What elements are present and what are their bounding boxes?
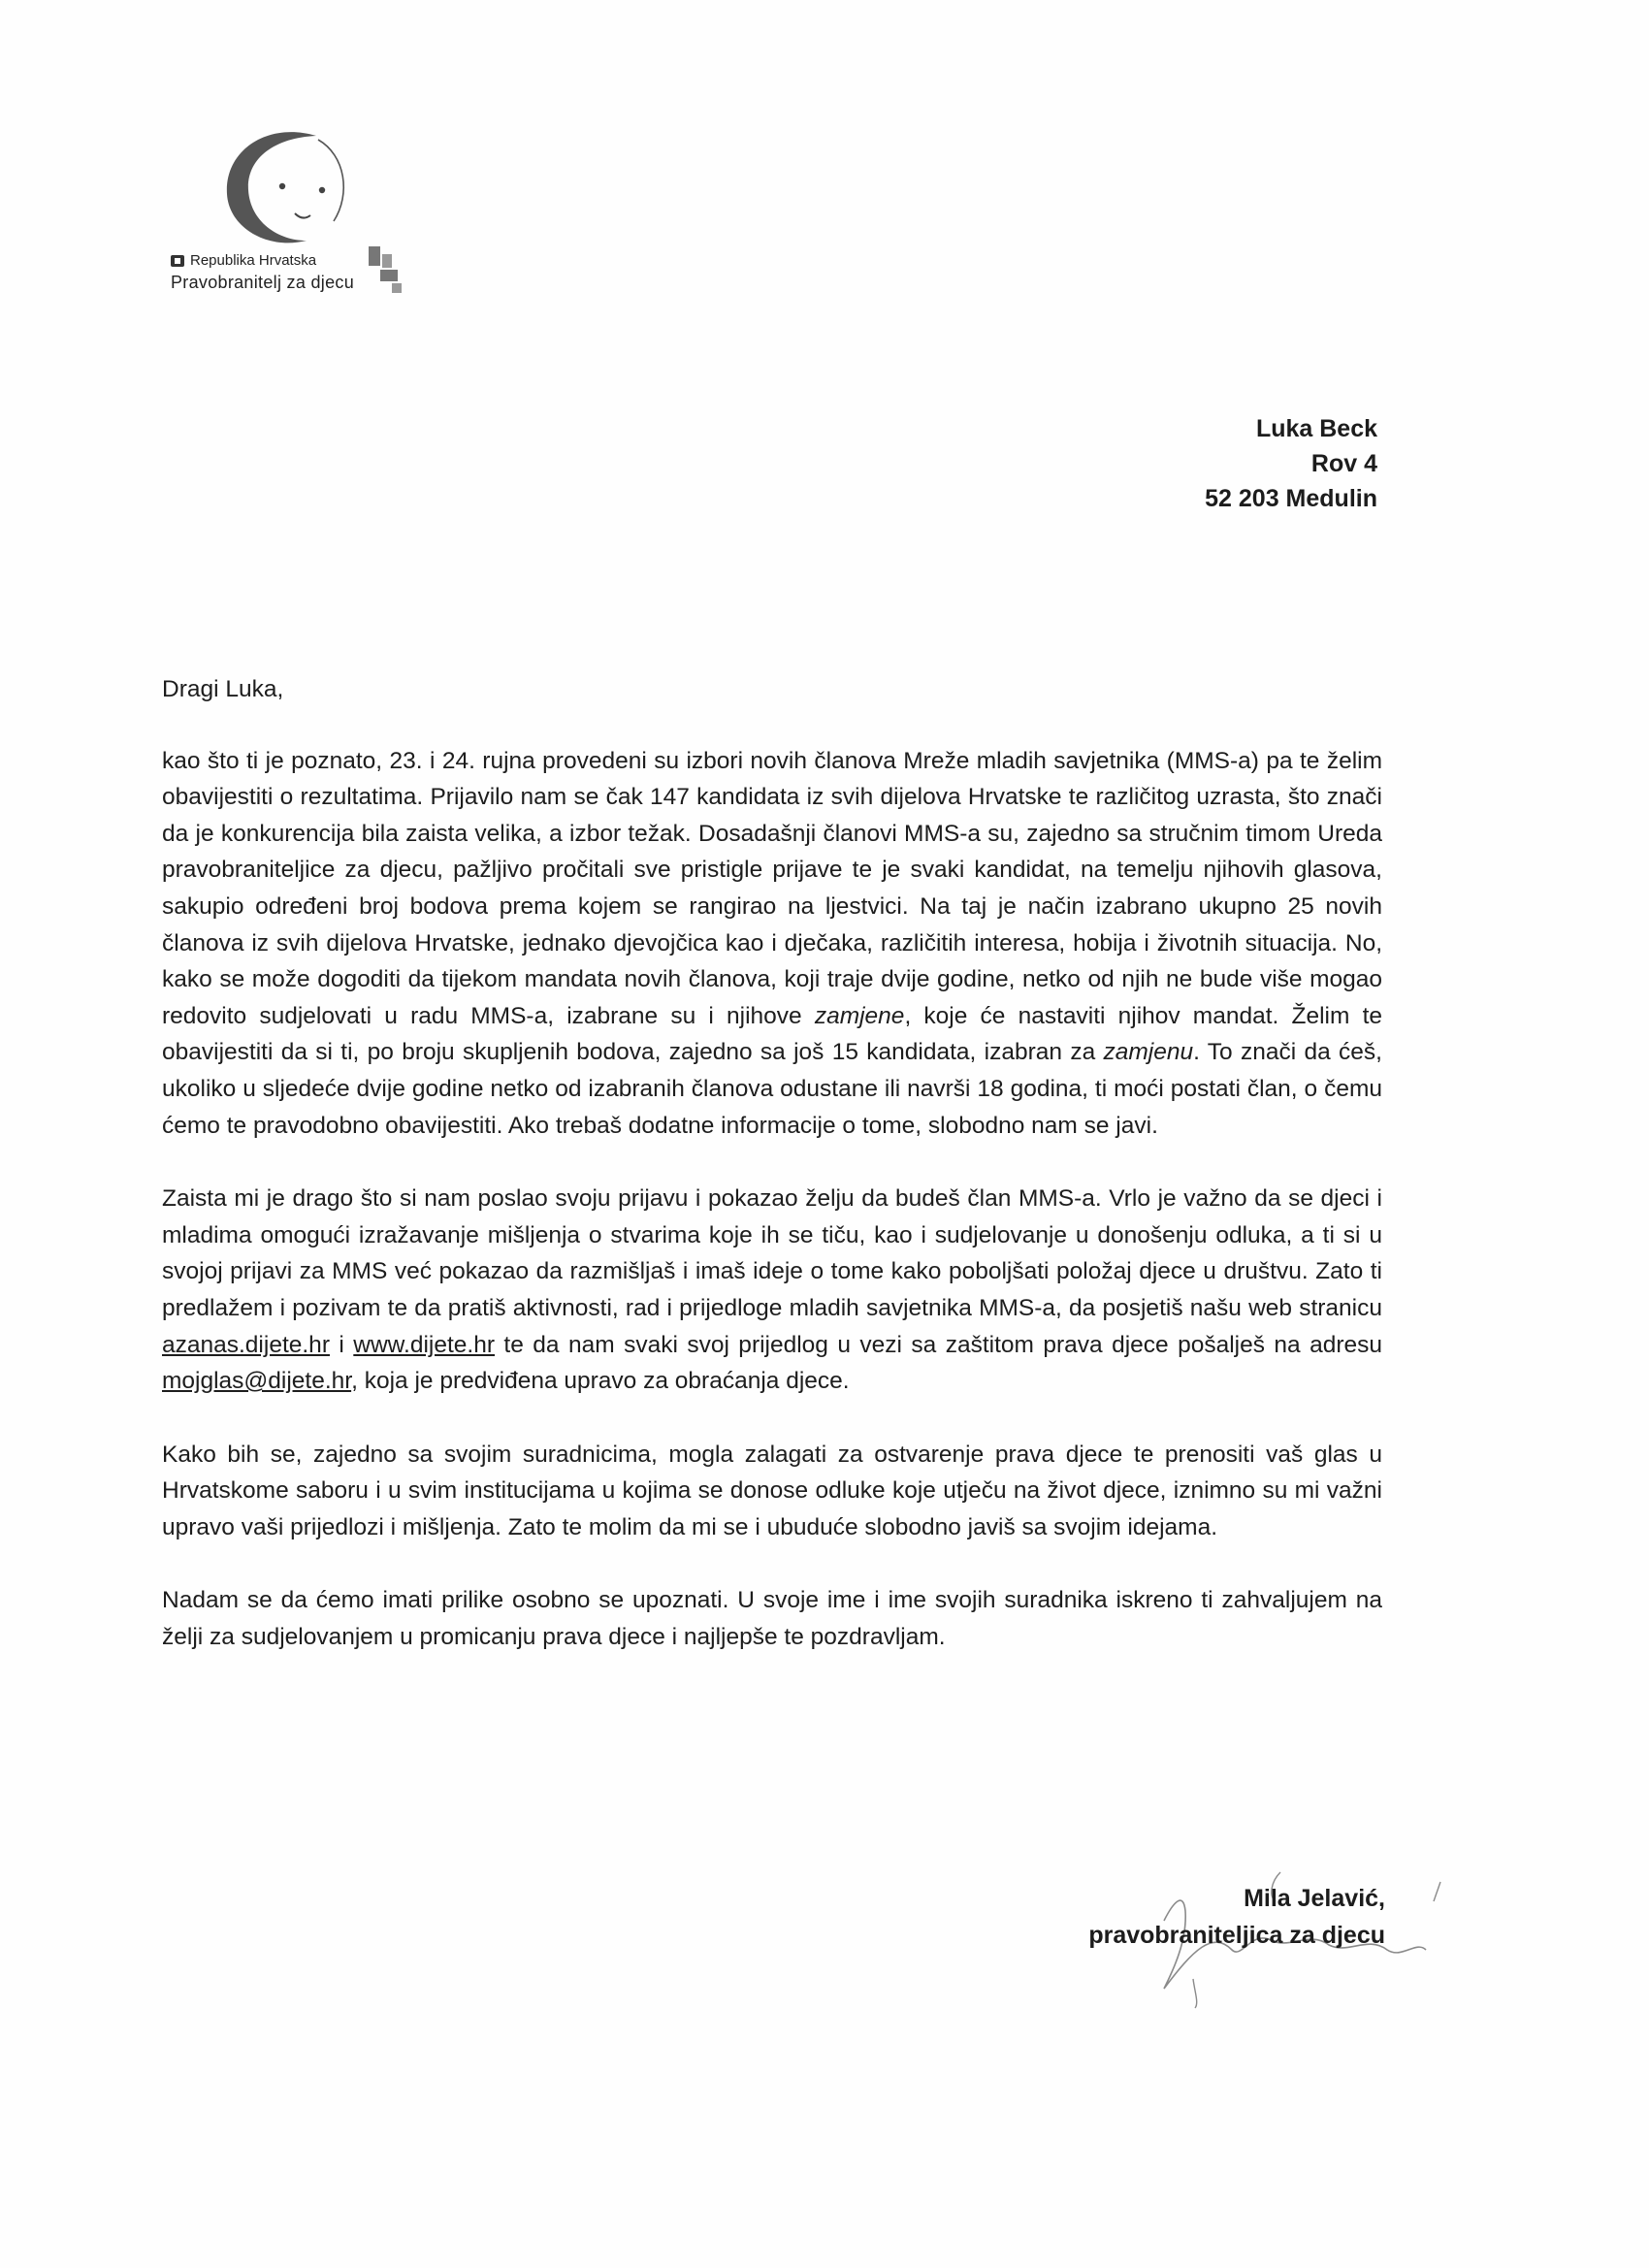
paragraph-1-part-a: kao što ti je poznato, 23. i 24. rujna provedeni su izbori novih članova Mreže mladih savjetnika (MMS-a) pa te želim obavijestiti o rezultatima. Prijavilo nam se čak 147 kandidata iz svih dijelova Hrvatske te različitog uzrasta, što znači da je konkurencija bila zaista velika, a izbor težak. Dosadašnji članovi MMS-a su, zajedno sa stručnim timom Ureda pravobraniteljice za djecu, pažljivo pročitali sve pristigle prijave te je svaki kandidat, na temelju njihovih glasova, sakupio određeni broj bodova prema kojem se rangirao na ljestvici. Na taj je način izabrano ukupno 25 novih članova iz svih dijelova Hrvatske, jednako djevojčica kao i dječaka, različitih interesa, hobija i životnih situacija. No, kako se može dogoditi da tijekom mandata novih članova, koji traje dvije godine, netko od njih ne bude više mogao redovito sudjelovati u radu MMS-a, izabrane su i njihove bbox=[162, 747, 1382, 1029]
signature-block bbox=[1088, 1880, 1385, 1954]
paragraph-4: Nadam se da ćemo imati prilike osobno se upoznati. U svoje ime i ime svojih suradnika iskreno ti zahvaljujem na želji za sudjelovanjem u promicanju prava djece i najljepše te pozdravljam. bbox=[162, 1587, 1382, 1651]
paragraph-1-part-c: . To znači da ćeš, ukoliko u sljedeće dvije godine netko od izabranih članova odustane ili navrši 18 godina, ti moći postati član, o čemu ćemo te pravodobno obavijestiti. Ako trebaš dodatne informacije o tome, slobodno nam se javi. bbox=[162, 1039, 1382, 1139]
logo-text bbox=[171, 250, 423, 293]
recipient-city: 52 203 Medulin bbox=[1205, 485, 1377, 512]
paragraph-1-emphasis-zamjenu: zamjenu bbox=[1103, 1039, 1194, 1066]
link-azanas[interactable]: azanas.dijete.hr bbox=[162, 1331, 330, 1358]
paragraph-1-emphasis-zamjene: zamjene bbox=[814, 1002, 905, 1029]
paragraph-2-part-c: te da nam svaki svoj prijedlog u vezi sa zaštitom prava djece pošalješ na adresu bbox=[495, 1331, 1382, 1358]
recipient-name: Luka Beck bbox=[1255, 415, 1377, 442]
greeting: Dragi Luka, bbox=[162, 676, 284, 702]
recipient-street: Rov 4 bbox=[1310, 450, 1377, 477]
signature-name: Mila Jelavić, bbox=[1244, 1885, 1385, 1912]
paragraph-2-part-d: , koja je predviđena upravo za obraćanja djece. bbox=[351, 1368, 850, 1395]
paragraph-2 bbox=[162, 1181, 1382, 1400]
letterhead-logo bbox=[171, 126, 423, 301]
link-dijete[interactable]: www.dijete.hr bbox=[353, 1331, 495, 1358]
letter-body bbox=[162, 671, 1382, 1693]
signature-title: pravobraniteljica za djecu bbox=[1088, 1922, 1385, 1949]
paragraph-2-part-a: Zaista mi je drago što si nam poslao svoju prijavu i pokazao želju da budeš član MMS-a. Vrlo je važno da se djeci i mladima omogući izražavanje mišljenja o stvarima koje ih se tiču, kao i sudjelovanje u donošenju odluka, a ti si u svojoj prijavi za MMS već pokazao da razmišljaš i imaš ideje o tome kako poboljšati položaj djece u društvu. Zato ti predlažem i pozivam te da pratiš aktivnosti, rad i prijedloge mladih savjetnika MMS-a, da posjetiš našu web stranicu bbox=[162, 1185, 1382, 1321]
croatian-coat-of-arms-icon bbox=[171, 255, 184, 267]
recipient-address bbox=[1205, 411, 1377, 516]
smiling-face-crescent-logo-icon bbox=[210, 126, 365, 252]
logo-line-republika: Republika Hrvatska bbox=[190, 252, 317, 269]
paragraph-1-part-b: , koje će nastaviti njihov mandat. Želim te obavijestiti da si ti, po broju skupljenih bodova, zajedno sa još 15 kandidata, izabran za bbox=[162, 1002, 1382, 1066]
paragraph-1 bbox=[162, 743, 1382, 1145]
link-email-mojglas[interactable]: mojglas@dijete.hr bbox=[162, 1368, 352, 1395]
paragraph-2-part-b: i bbox=[329, 1331, 354, 1358]
paragraph-3: Kako bih se, zajedno sa svojim suradnicima, mogla zalagati za ostvarenje prava djece te prenositi vaš glas u Hrvatskome saboru i u svim institucijama u kojima se donose odluke koje utječu na život djece, iznimno su mi važni upravo vaši prijedlozi i mišljenja. Zato te molim da mi se i ubuduće slobodno javiš sa svojim idejama. bbox=[162, 1441, 1382, 1540]
logo-line-pravobranitelj: Pravobranitelj za djecu bbox=[171, 273, 355, 292]
